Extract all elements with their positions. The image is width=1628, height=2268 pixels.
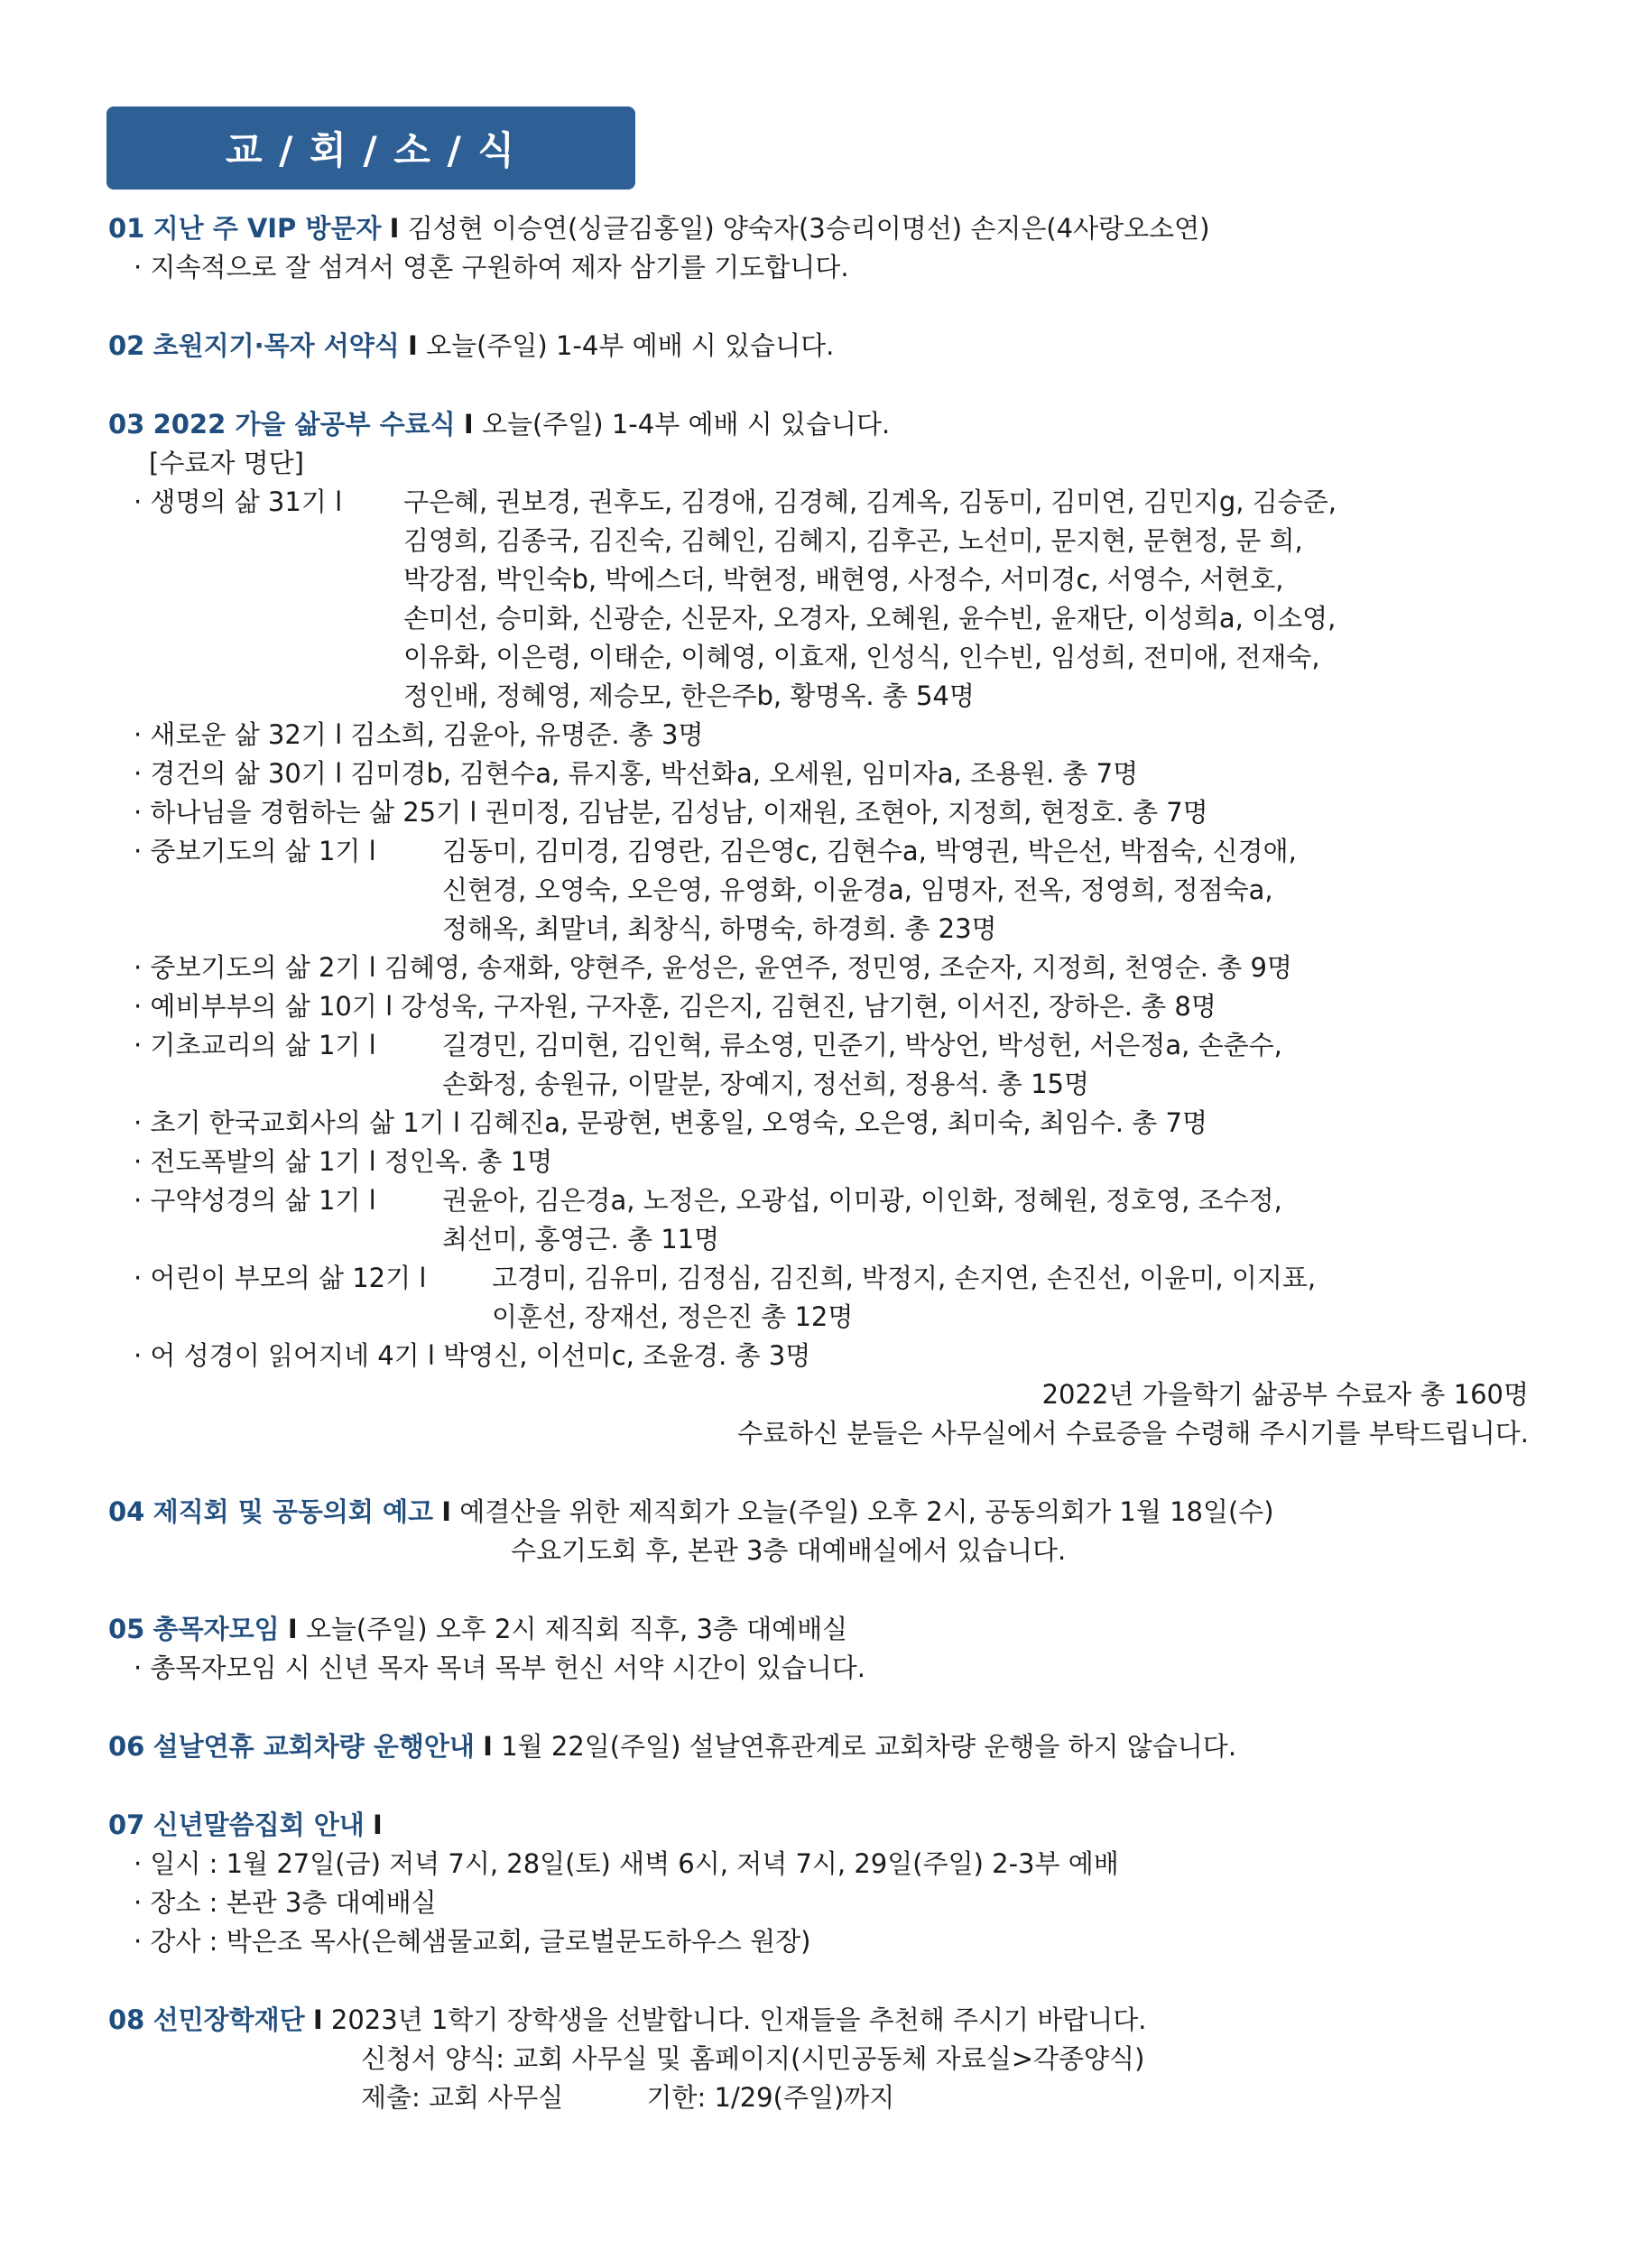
group-names: 김혜진a, 문광현, 변홍일, 오영숙, 오은영, 최미숙, 최임수. 총 7명 [468, 1107, 1208, 1138]
item-06 [108, 1728, 1236, 1764]
item-number: 01 [108, 213, 145, 244]
item-heading: 제직회 및 공동의회 예고 [153, 1496, 434, 1527]
group-names: 정인배, 정혜영, 제승모, 한은주b, 황명옥. 총 54명 [403, 680, 975, 711]
group-label: · 어린이 부모의 삶 12기 l [134, 1263, 427, 1293]
roster-total: 2022년 가을학기 삶공부 수료자 총 160명 [1041, 1379, 1529, 1410]
item-text: 김성현 이승연(싱글김홍일) 양숙자(3승리이명선) 손지은(4사랑오소연) [407, 213, 1210, 244]
item-line: 수요기도회 후, 본관 3층 대예배실에서 있습니다. [511, 1535, 1067, 1566]
item-07 [108, 1807, 383, 1843]
group-line [134, 755, 1138, 791]
item-line: 제출: 교회 사무실 기한: 1/29(주일)까지 [361, 2082, 895, 2113]
item-number: 02 [108, 330, 145, 361]
item-heading: 신년말씀집회 안내 [153, 1810, 365, 1840]
group-label: · 경건의 삶 30기 l [134, 758, 351, 789]
group-names: 김영희, 김종국, 김진숙, 김혜인, 김혜지, 김후곤, 노선미, 문지현, 문현정, 문 희, [403, 525, 1303, 556]
group-names: 정해옥, 최말녀, 최창식, 하명숙, 하경희. 총 23명 [442, 913, 997, 944]
item-03 [108, 406, 890, 442]
roster-label: [수료자 명단] [149, 448, 304, 478]
item-line: · 총목자모임 시 신년 목자 목녀 목부 헌신 서약 시간이 있습니다. [134, 1652, 865, 1683]
group-names: 권윤아, 김은경a, 노정은, 오광섭, 이미광, 이인화, 정혜원, 정호영, 조수정, [442, 1185, 1282, 1216]
group-label: · 새로운 삶 32기 l [134, 719, 351, 750]
group-names: 이유화, 이은령, 이태순, 이혜영, 이효재, 인성식, 인수빈, 임성희, 전미애, 전재숙, [403, 642, 1320, 672]
item-number: 04 [108, 1496, 145, 1527]
group-names: 김동미, 김미경, 김영란, 김은영c, 김현수a, 박영권, 박은선, 박점숙, 신경애, [442, 836, 1297, 866]
separator: I [373, 1810, 383, 1840]
group-label: · 예비부부의 삶 10기 l [134, 991, 402, 1022]
item-number: 03 [108, 409, 145, 440]
item-number: 06 [108, 1731, 145, 1762]
item-number: 05 [108, 1614, 145, 1644]
group-label: · 구약성경의 삶 1기 l [134, 1185, 376, 1216]
item-08 [108, 2002, 1147, 2038]
group-label: · 중보기도의 삶 1기 l [134, 836, 376, 866]
item-heading: 지난 주 VIP 방문자 [153, 213, 382, 244]
separator: I [463, 409, 474, 440]
separator: I [441, 1496, 452, 1527]
item-heading: 선민장학재단 [153, 2004, 305, 2035]
group-names: 고경미, 김유미, 김정심, 김진희, 박정지, 손지연, 손진선, 이윤미, 이지표, [492, 1263, 1317, 1293]
separator: I [483, 1731, 493, 1762]
separator: I [389, 213, 400, 244]
item-line: · 지속적으로 잘 섬겨서 영혼 구원하여 제자 삼기를 기도합니다. [134, 252, 849, 282]
item-heading: 총목자모임 [153, 1614, 280, 1644]
group-line [134, 1143, 552, 1180]
item-number: 07 [108, 1810, 145, 1840]
item-heading: 설날연휴 교회차량 운행안내 [153, 1731, 475, 1762]
group-label: · 기초교리의 삶 1기 l [134, 1030, 376, 1060]
group-names: 정인옥. 총 1명 [384, 1146, 553, 1177]
item-line: 신청서 양식: 교회 사무실 및 홈페이지(시민공동체 자료실>각종양식) [361, 2043, 1145, 2074]
group-names: 신현경, 오영숙, 오은영, 유영화, 이윤경a, 임명자, 전옥, 정영희, 정점숙a, [442, 875, 1273, 905]
group-label: · 중보기도의 삶 2기 l [134, 952, 384, 983]
group-names: 최선미, 홍영근. 총 11명 [442, 1224, 720, 1254]
item-text: 1월 22일(주일) 설날연휴관계로 교회차량 운행을 하지 않습니다. [501, 1731, 1237, 1762]
group-names: 권미정, 김남분, 김성남, 이재원, 조현아, 지정희, 현정호. 총 7명 [485, 797, 1208, 828]
item-04 [108, 1494, 1274, 1530]
group-label: · 어 성경이 읽어지네 4기 l [134, 1340, 444, 1371]
group-line [134, 717, 703, 753]
item-05 [108, 1611, 847, 1647]
item-text: 2023년 1학기 장학생을 선발합니다. 인재들을 추천해 주시기 바랍니다. [330, 2004, 1147, 2035]
item-line: · 일시 : 1월 27일(금) 저녁 7시, 28일(토) 새벽 6시, 저녁 7시, 29일(주일) 2-3부 예배 [134, 1848, 1119, 1879]
page-title: 교 / 회 / 소 / 식 [106, 106, 635, 190]
group-line [134, 949, 1292, 986]
group-names: 손미선, 승미화, 신광순, 신문자, 오경자, 오혜원, 윤수빈, 윤재단, 이성희a, 이소영, [403, 603, 1337, 634]
group-names: 박영신, 이선미c, 조윤경. 총 3명 [443, 1340, 811, 1371]
item-line: · 강사 : 박은조 목사(은혜샘물교회, 글로벌문도하우스 원장) [134, 1926, 811, 1957]
item-text: 오늘(주일) 1-4부 예배 시 있습니다. [426, 330, 835, 361]
item-text: 예결산을 위한 제직회가 오늘(주일) 오후 2시, 공동의회가 1월 18일(수) [459, 1496, 1274, 1527]
group-label: · 생명의 삶 31기 l [134, 486, 343, 517]
item-line: · 장소 : 본관 3층 대예배실 [134, 1887, 437, 1918]
item-text: 오늘(주일) 오후 2시 제직회 직후, 3층 대예배실 [305, 1614, 848, 1644]
separator: I [287, 1614, 298, 1644]
group-names: 강성욱, 구자원, 구자훈, 김은지, 김현진, 남기현, 이서진, 장하은. 총 8명 [401, 991, 1216, 1022]
roster-notice: 수료하신 분들은 사무실에서 수료증을 수령해 주시기를 부탁드립니다. [737, 1418, 1529, 1449]
group-names: 박강점, 박인숙b, 박에스더, 박현정, 배현영, 사정수, 서미경c, 서영수, 서현호, [403, 564, 1284, 595]
item-02 [108, 328, 834, 364]
group-names: 손화정, 송원규, 이말분, 장예지, 정선희, 정용석. 총 15명 [442, 1069, 1090, 1099]
separator: I [408, 330, 418, 361]
item-number: 08 [108, 2004, 145, 2035]
group-names: 김소희, 김윤아, 유명준. 총 3명 [350, 719, 704, 750]
group-names: 구은혜, 권보경, 권후도, 김경애, 김경혜, 김계옥, 김동미, 김미연, 김민지g, 김승준, [403, 486, 1337, 517]
separator: I [312, 2004, 323, 2035]
group-line [134, 794, 1208, 830]
group-names: 김혜영, 송재화, 양현주, 윤성은, 윤연주, 정민영, 조순자, 지정희, 천영순. 총 9명 [384, 952, 1292, 983]
group-label: · 초기 한국교회사의 삶 1기 l [134, 1107, 469, 1138]
group-line [134, 988, 1216, 1024]
group-label: · 전도폭발의 삶 1기 l [134, 1146, 384, 1177]
group-label: · 하나님을 경험하는 삶 25기 l [134, 797, 486, 828]
item-01 [108, 210, 1210, 246]
group-names: 이훈선, 장재선, 정은진 총 12명 [492, 1301, 854, 1332]
group-names: 김미경b, 김현수a, 류지홍, 박선화a, 오세원, 임미자a, 조용원. 총 7명 [350, 758, 1139, 789]
group-line [134, 1338, 810, 1374]
item-heading: 2022 가을 삶공부 수료식 [153, 409, 456, 440]
group-names: 길경민, 김미현, 김인혁, 류소영, 민준기, 박상언, 박성헌, 서은정a, 손춘수, [442, 1030, 1282, 1060]
group-line [134, 1105, 1207, 1141]
item-text: 오늘(주일) 1-4부 예배 시 있습니다. [481, 409, 891, 440]
item-heading: 초원지기·목자 서약식 [153, 330, 400, 361]
